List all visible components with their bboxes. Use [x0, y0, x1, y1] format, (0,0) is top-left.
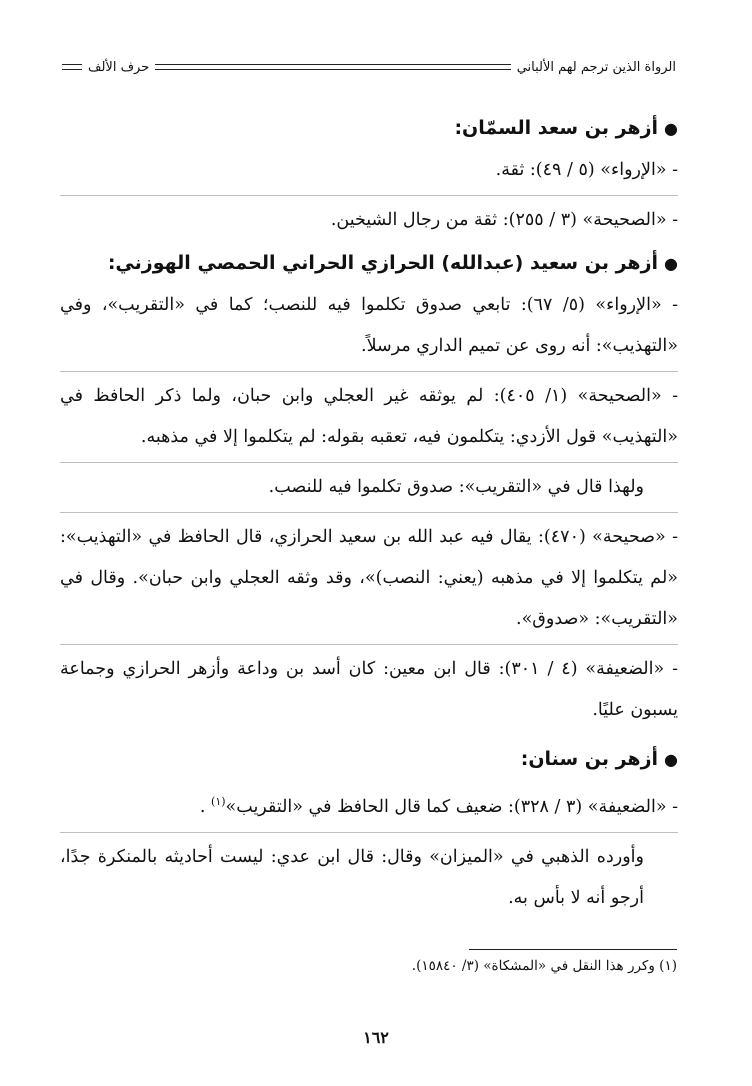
- bullet-icon: ●: [664, 253, 678, 273]
- citation-text: - «الضعيفة» (٤ / ٣٠١): قال ابن معين: كان أسد بن وداعة وأزهر الحرازي وجماعة يسبون عليًا.: [60, 659, 678, 720]
- entry-name: أزهر بن سنان:: [520, 747, 659, 770]
- footnote-divider: [469, 949, 677, 950]
- bullet-icon: ●: [664, 749, 678, 769]
- citation-item: - «الضعيفة» (٣ / ٣٢٨): ضعيف كما قال الحافظ في «التقريب»$^{(١)}$ .: [199, 795, 678, 817]
- entry-heading: [60, 241, 678, 285]
- footnote: (١) وكرر هذا النقل في «المشكاة» (٣/ ١٥٨٤٠).: [411, 958, 677, 974]
- citation-text: - «الصحيحة» (٣ / ٢٥٥): ثقة من رجال الشيخين.: [330, 210, 678, 230]
- citation-item: [60, 195, 678, 241]
- chapter-title: حرف الألف: [88, 59, 150, 75]
- book-title: الرواة الذين ترجم لهم الألباني: [516, 59, 676, 75]
- citation-text: - «الضعيفة» (٣ / ٣٢٨): ضعيف كما قال الحافظ في «التقريب»: [225, 796, 678, 817]
- entry-heading: [60, 737, 678, 781]
- page-number: ١٦٢: [363, 1028, 389, 1047]
- citation-note: [60, 832, 678, 919]
- citation-text: - «الصحيحة» (١/ ٤٠٥): لم يوثقه غير العجلي وابن حبان، ولما ذكر الحافظ في «التهذيب» قول الأزدي: يتكلمون فيه، تعقبه بقوله: لم يتكلموا إلا في مذهبه.: [60, 386, 678, 447]
- citation-item: [60, 285, 678, 367]
- page-body: [60, 106, 678, 919]
- citation-note: [60, 462, 678, 508]
- header-rule-end: [62, 64, 82, 70]
- citation-item: [60, 371, 678, 458]
- header-rule: [155, 64, 510, 70]
- entry-name: أزهر بن سعد السمّان:: [454, 116, 659, 139]
- entry-heading: [60, 106, 678, 150]
- citation-text: ولهذا قال في «التقريب»: صدوق تكلموا فيه للنصب.: [268, 477, 644, 497]
- citation-item: [60, 512, 678, 640]
- citation-item: [60, 150, 678, 191]
- citation-text: - «الإرواء» (٥/ ٦٧): تابعي صدوق تكلموا فيه للنصب؛ كما في «التقريب»، وفي «التهذيب»: أنه روى عن تميم الداري مرسلاً.: [60, 295, 679, 356]
- entry-name: أزهر بن سعيد (عبدالله) الحرازي الحراني الحمصي الهوزني:: [107, 251, 659, 274]
- bullet-icon: ●: [664, 118, 678, 138]
- citation-text: وأورده الذهبي في «الميزان» وقال: قال ابن عدي: ليست أحاديثه بالمنكرة جدًا، أرجو أنه لا بأس به.: [60, 846, 644, 908]
- running-header: [62, 56, 676, 78]
- citation-text: - «صحيحة» (٤٧٠): يقال فيه عبد الله بن سعيد الحرازي، قال الحافظ في «التهذيب»: «لم يتكلموا إلا في مذهبه (يعني: النصب)»، وقد وثقه العجلي وابن حبان». وقال في «التقريب»: «صدوق».: [60, 527, 678, 629]
- citation-item: [60, 644, 678, 731]
- citation-text: - «الإرواء» (٥ / ٤٩): ثقة.: [495, 160, 678, 180]
- footnote-marker: (١): [211, 795, 226, 808]
